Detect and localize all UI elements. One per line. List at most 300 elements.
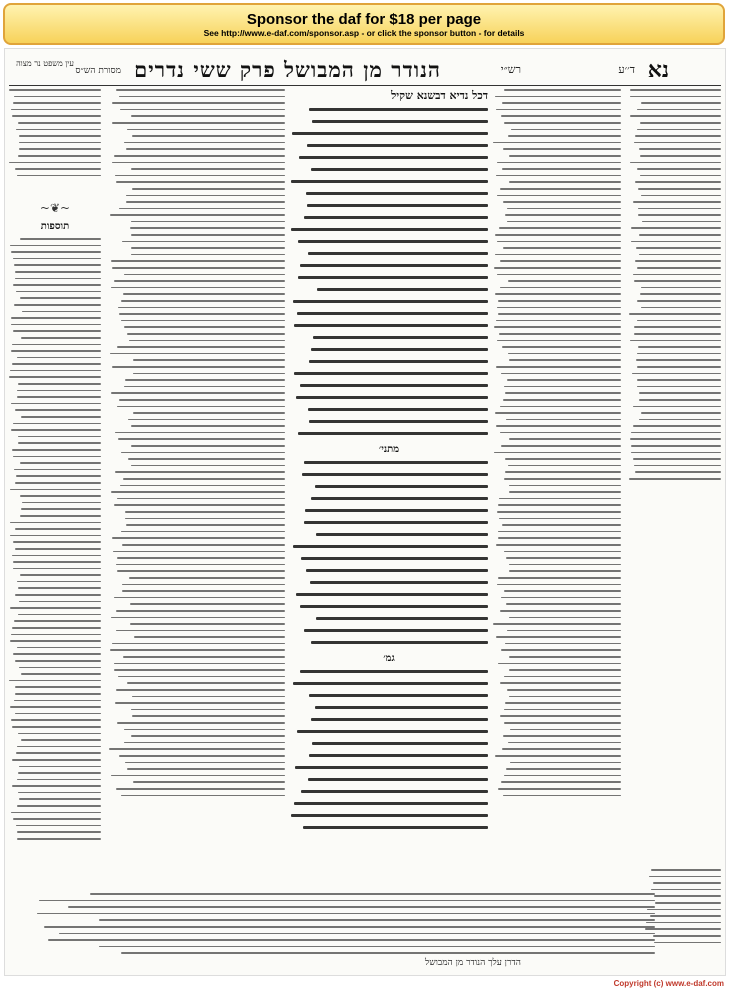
text-line: [9, 680, 101, 682]
chapter-title: הנודר מן המבושל פרק ששי נדרים: [134, 57, 441, 82]
text-line: [313, 336, 488, 339]
text-line: [312, 120, 488, 123]
text-line: [503, 201, 621, 203]
text-line: [116, 564, 285, 566]
text-line: [504, 775, 621, 777]
text-line: [498, 663, 621, 665]
text-line: [119, 755, 285, 757]
text-line: [634, 465, 721, 467]
text-line: [18, 792, 101, 794]
text-line: [294, 802, 488, 805]
text-line: [114, 663, 285, 665]
text-line: [112, 537, 285, 539]
text-line: [14, 469, 101, 471]
text-line: [124, 326, 285, 328]
text-line: [12, 555, 101, 557]
text-line: [112, 267, 285, 269]
text-line: [15, 693, 101, 695]
text-line: [130, 623, 285, 625]
text-line: [504, 590, 621, 592]
text-line: [123, 656, 285, 658]
gemara-label: גמ׳: [383, 653, 395, 664]
text-line: [17, 390, 101, 392]
text-line: [633, 458, 721, 460]
text-line: [296, 396, 488, 399]
text-line: [503, 399, 621, 401]
text-line: [309, 694, 488, 697]
tosafot-text-lines: [9, 238, 101, 840]
text-line: [317, 288, 488, 291]
text-line: [509, 359, 621, 361]
text-line: [504, 89, 621, 91]
text-line: [500, 406, 621, 408]
text-line: [114, 669, 285, 671]
text-line: [116, 788, 285, 790]
text-line: [115, 175, 285, 177]
text-line: [300, 605, 489, 608]
text-line: [654, 895, 721, 897]
text-line: [504, 122, 621, 124]
text-line: [641, 287, 721, 289]
text-line: [125, 518, 285, 520]
text-line: [111, 260, 285, 262]
text-line: [17, 779, 101, 781]
text-line: [121, 952, 655, 954]
text-line: [640, 122, 721, 124]
text-line: [19, 601, 101, 603]
text-line: [509, 491, 621, 493]
text-line: [495, 412, 621, 414]
main-opening-words: דכל נדיא דבשנא שקיל: [391, 89, 488, 102]
text-line: [507, 208, 621, 210]
text-line: [129, 340, 285, 342]
text-line: [11, 429, 101, 431]
text-line: [646, 922, 721, 924]
text-line: [629, 313, 721, 315]
text-line: [127, 129, 285, 131]
text-line: [13, 561, 101, 563]
text-line: [119, 313, 285, 315]
text-line: [11, 812, 101, 814]
text-line: [17, 746, 101, 748]
text-line: [15, 660, 101, 662]
text-line: [13, 330, 101, 332]
text-line: [316, 533, 488, 536]
text-line: [503, 795, 621, 797]
daf-number: נא: [647, 57, 669, 83]
text-line: [508, 742, 621, 744]
text-line: [15, 713, 101, 715]
text-line: [505, 392, 621, 394]
text-line: [503, 148, 621, 150]
text-line: [121, 320, 285, 322]
sponsor-banner-subtitle: See http://www.e-daf.com/sponsor.asp - or click the sponsor button - for details: [203, 28, 525, 38]
text-line: [11, 403, 101, 405]
text-line: [298, 432, 488, 435]
text-line: [306, 569, 488, 572]
text-line: [296, 593, 488, 596]
text-line: [109, 748, 285, 750]
text-line: [297, 312, 488, 315]
text-line: [309, 754, 488, 757]
text-line: [496, 425, 621, 427]
text-line: [503, 735, 621, 737]
text-line: [494, 326, 621, 328]
text-line: [122, 544, 285, 546]
text-line: [505, 702, 621, 704]
text-line: [631, 432, 721, 434]
main-text-lines-3: [290, 670, 488, 829]
text-line: [307, 144, 488, 147]
text-line: [124, 274, 285, 276]
copyright-notice: Copyright (c) www.e-daf.com: [613, 979, 724, 988]
text-line: [501, 649, 621, 651]
text-line: [12, 726, 101, 728]
text-line: [110, 214, 285, 216]
footer-side-notes: [645, 869, 721, 969]
text-line: [39, 900, 655, 902]
text-line: [12, 363, 101, 365]
text-line: [17, 838, 101, 840]
text-line: [635, 181, 721, 183]
text-line: [15, 548, 101, 550]
text-line: [13, 653, 101, 655]
text-line: [15, 528, 101, 530]
text-line: [128, 419, 285, 421]
text-line: [497, 162, 621, 164]
text-line: [295, 766, 488, 769]
text-line: [16, 129, 101, 131]
text-line: [131, 247, 285, 249]
text-line: [630, 162, 721, 164]
text-line: [131, 254, 285, 256]
text-line: [9, 89, 101, 91]
text-line: [501, 115, 621, 117]
text-line: [638, 208, 721, 210]
text-line: [500, 432, 621, 434]
text-line: [506, 557, 621, 559]
text-line: [634, 333, 721, 335]
text-line: [630, 96, 721, 98]
ornament-divider: ~❦~: [39, 201, 71, 215]
ein-mishpat-column: [9, 89, 101, 199]
text-line: [13, 568, 101, 570]
text-line: [127, 768, 285, 770]
text-line: [11, 324, 101, 326]
text-line: [18, 614, 101, 616]
text-line: [12, 785, 101, 787]
text-line: [509, 181, 621, 183]
text-line: [497, 511, 621, 513]
text-line: [293, 300, 488, 303]
text-line: [509, 155, 621, 157]
text-line: [110, 649, 285, 651]
text-line: [502, 168, 621, 170]
text-line: [500, 610, 621, 612]
text-line: [633, 201, 721, 203]
text-line: [111, 392, 285, 394]
text-line: [630, 89, 721, 91]
text-line: [126, 201, 285, 203]
text-line: [21, 739, 101, 741]
text-line: [123, 293, 285, 295]
text-line: [133, 359, 285, 361]
text-line: [637, 300, 721, 302]
text-line: [132, 696, 285, 698]
text-line: [315, 706, 488, 709]
text-line: [127, 682, 285, 684]
text-line: [297, 730, 488, 733]
text-line: [649, 876, 721, 878]
text-line: [15, 409, 101, 411]
text-line: [44, 926, 655, 928]
text-line: [645, 928, 721, 930]
text-line: [118, 438, 285, 440]
text-line: [115, 471, 285, 473]
text-line: [633, 406, 721, 408]
text-line: [499, 333, 621, 335]
text-line: [22, 502, 101, 504]
text-line: [18, 383, 101, 385]
text-line: [15, 168, 101, 170]
text-line: [294, 324, 488, 327]
text-line: [10, 370, 101, 372]
text-line: [506, 768, 621, 770]
text-line: [131, 709, 286, 711]
text-line: [112, 643, 285, 645]
text-line: [631, 445, 721, 447]
text-line: [121, 300, 285, 302]
text-line: [631, 241, 721, 243]
text-line: [131, 234, 285, 236]
text-line: [502, 524, 621, 526]
text-line: [641, 195, 721, 197]
text-line: [128, 458, 285, 460]
text-line: [497, 307, 621, 309]
text-line: [126, 148, 285, 150]
text-line: [117, 722, 285, 724]
text-line: [495, 755, 621, 757]
text-line: [507, 689, 621, 691]
text-line: [115, 432, 285, 434]
text-line: [15, 278, 101, 280]
text-line: [19, 766, 101, 768]
text-line: [18, 587, 101, 589]
text-line: [11, 317, 101, 319]
text-line: [125, 762, 285, 764]
text-line: [114, 504, 285, 506]
text-line: [118, 307, 285, 309]
text-line: [10, 706, 101, 708]
text-line: [11, 350, 101, 352]
text-line: [298, 276, 488, 279]
text-line: [315, 485, 488, 488]
text-line: [654, 942, 721, 944]
text-line: [637, 379, 721, 381]
text-line: [16, 825, 101, 827]
text-line: [504, 551, 621, 553]
text-line: [651, 889, 721, 891]
text-line: [504, 722, 621, 724]
text-line: [12, 449, 101, 451]
text-line: [68, 906, 655, 908]
text-line: [509, 485, 621, 487]
matnitin-label: מתני׳: [378, 444, 400, 455]
text-line: [504, 386, 621, 388]
text-line: [505, 471, 621, 473]
text-line: [14, 700, 101, 702]
text-line: [509, 564, 621, 566]
text-line: [10, 535, 101, 537]
text-line: [631, 227, 721, 229]
text-line: [114, 280, 285, 282]
text-line: [637, 366, 721, 368]
text-line: [639, 254, 721, 256]
text-line: [17, 831, 101, 833]
text-line: [20, 462, 101, 464]
text-line: [501, 445, 621, 447]
text-line: [17, 357, 101, 359]
text-line: [112, 102, 285, 104]
text-line: [117, 346, 285, 348]
text-line: [639, 419, 721, 421]
text-line: [635, 135, 721, 137]
text-line: [17, 175, 101, 177]
text-line: [493, 142, 621, 144]
main-text-lines-2: [290, 461, 488, 644]
text-line: [641, 307, 721, 309]
text-line: [642, 221, 722, 223]
text-line: [14, 620, 101, 622]
text-line: [504, 709, 621, 711]
text-line: [16, 475, 101, 477]
rashi-heading: רש״י: [500, 63, 521, 76]
text-line: [636, 359, 721, 361]
text-line: [22, 311, 101, 313]
text-line: [12, 344, 101, 346]
text-line: [653, 935, 721, 937]
text-line: [18, 155, 101, 157]
text-line: [131, 735, 285, 737]
text-line: [132, 715, 285, 717]
text-line: [116, 610, 285, 612]
text-line: [14, 264, 101, 266]
text-line: [509, 438, 621, 440]
text-line: [640, 155, 721, 157]
text-line: [498, 504, 621, 506]
text-line: [111, 775, 285, 777]
text-line: [126, 524, 285, 526]
text-line: [509, 696, 621, 698]
text-line: [111, 287, 285, 289]
text-line: [116, 630, 285, 632]
text-line: [20, 297, 101, 299]
text-line: [292, 132, 488, 135]
text-line: [630, 115, 721, 117]
text-line: [298, 240, 488, 243]
text-line: [499, 227, 621, 229]
text-line: [17, 396, 101, 398]
outer-commentary-column: [109, 89, 285, 919]
text-line: [131, 465, 285, 467]
text-line: [507, 630, 621, 632]
text-line: [637, 353, 721, 355]
text-line: [309, 108, 488, 111]
text-line: [310, 581, 488, 584]
text-line: [129, 577, 285, 579]
text-line: [12, 115, 101, 117]
text-line: [307, 204, 488, 207]
text-line: [309, 420, 488, 423]
text-line: [133, 781, 285, 783]
text-line: [112, 366, 285, 368]
text-line: [501, 597, 621, 599]
text-line: [299, 156, 488, 159]
text-line: [497, 340, 621, 342]
text-line: [300, 670, 488, 673]
text-line: [505, 214, 621, 216]
text-line: [112, 162, 285, 164]
text-line: [637, 386, 721, 388]
text-line: [507, 379, 621, 381]
text-line: [18, 122, 101, 124]
text-line: [130, 603, 285, 605]
amud-marker: ד׳׳ע: [618, 63, 635, 76]
text-line: [638, 346, 721, 348]
text-line: [13, 423, 101, 425]
text-line: [507, 221, 621, 223]
text-line: [647, 909, 721, 911]
text-line: [506, 419, 621, 421]
text-line: [509, 656, 621, 658]
text-line: [306, 192, 488, 195]
text-line: [12, 759, 101, 761]
text-line: [13, 818, 101, 820]
text-line: [126, 195, 286, 197]
text-line: [14, 304, 101, 306]
text-line: [293, 545, 488, 548]
text-line: [651, 869, 721, 871]
text-line: [495, 254, 621, 256]
header-rule: [9, 85, 721, 86]
text-line: [114, 597, 285, 599]
text-line: [638, 214, 721, 216]
text-line: [639, 399, 721, 401]
text-line: [497, 274, 621, 276]
text-line: [496, 320, 621, 322]
text-line: [118, 676, 285, 678]
text-line: [21, 673, 101, 675]
text-line: [499, 518, 621, 520]
text-line: [301, 790, 488, 793]
text-line: [125, 511, 285, 513]
text-line: [120, 109, 285, 111]
text-line: [119, 96, 285, 98]
sponsor-banner[interactable]: [3, 3, 725, 45]
text-line: [503, 247, 621, 249]
text-line: [498, 537, 621, 539]
text-line: [130, 227, 285, 229]
text-line: [308, 778, 488, 781]
text-line: [121, 452, 285, 454]
text-line: [48, 939, 655, 941]
text-line: [114, 155, 285, 157]
text-line: [90, 893, 655, 895]
text-line: [500, 188, 621, 190]
text-line: [650, 915, 721, 917]
text-line: [311, 168, 488, 171]
text-line: [497, 584, 621, 586]
